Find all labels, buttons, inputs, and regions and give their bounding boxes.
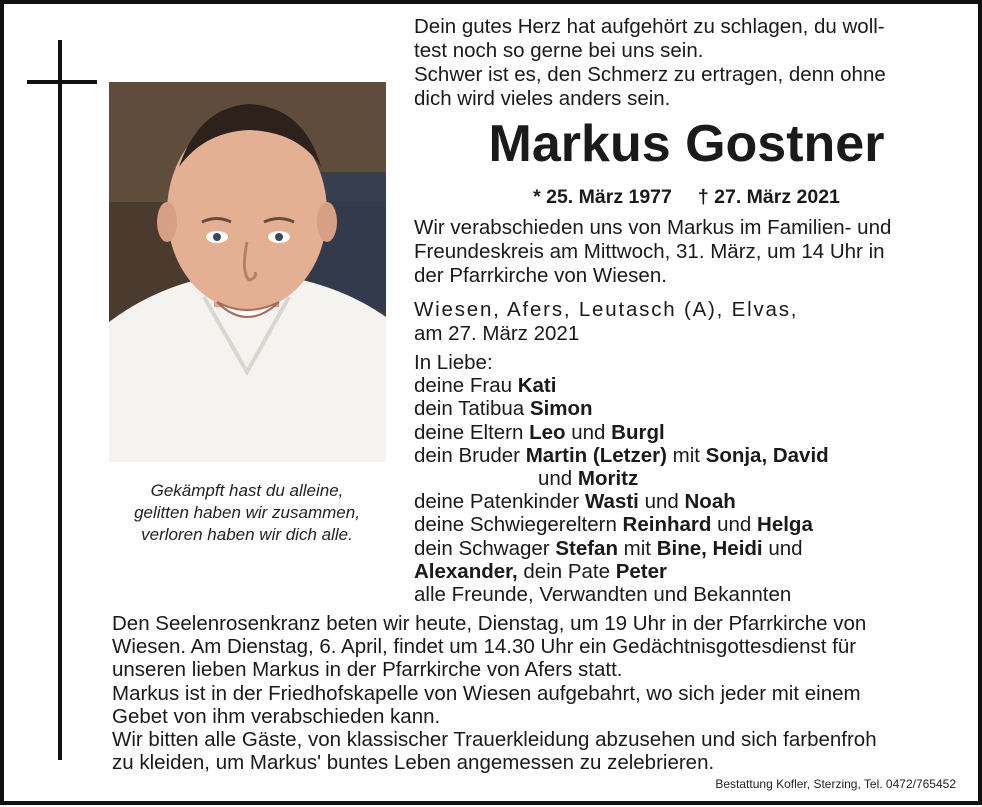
mourners-heading: In Liebe: <box>414 351 493 374</box>
mourner-brother-in-law: dein Schwager Stefan mit Bine, Heidi und <box>414 536 803 560</box>
farewell-service-text <box>414 216 959 288</box>
photo-caption <box>112 480 382 546</box>
mourner-brother: dein Bruder Martin (Letzer) mit Sonja, David <box>414 443 829 467</box>
intro-line: test noch so gerne bei uns sein. <box>414 39 704 62</box>
intro-line: dich wird vieles anders sein. <box>414 87 671 110</box>
portrait-photo <box>109 82 386 462</box>
deceased-name: Markus Gostner <box>488 115 885 173</box>
intro-verse <box>414 15 959 111</box>
mourner-wife: deine Frau Kati <box>414 374 557 398</box>
mourner-brother-cont: und Moritz <box>538 467 639 491</box>
mourner-godchildren: deine Patenkinder Wasti und Noah <box>414 490 736 514</box>
mourner-child: dein Tatibua Simon <box>414 397 593 421</box>
details-line: Gebet von ihm verabschieden kann. <box>112 704 441 728</box>
details-line: unseren lieben Markus in der Pfarrkirche von Afers statt. <box>112 658 623 682</box>
details-line: zu kleiden, um Markus' buntes Leben angemessen zu zelebrieren. <box>112 751 715 775</box>
details-line: Markus ist in der Friedhofskapelle von Wiesen aufgebahrt, wo sich jeder mit einem <box>112 681 861 705</box>
cross-vertical-bar <box>58 40 62 760</box>
caption-line: Gekämpft hast du alleine, <box>150 481 344 500</box>
mourner-closing: alle Freunde, Verwandten und Bekannten <box>414 583 792 607</box>
birth-date: * 25. März 1977 <box>533 186 672 208</box>
intro-line: Dein gutes Herz hat aufgehört zu schlagen, du woll- <box>414 15 885 38</box>
portrait-illustration <box>109 82 386 462</box>
life-dates <box>414 185 959 209</box>
funeral-home-credit: Bestattung Kofler, Sterzing, Tel. 0472/765452 <box>715 777 956 791</box>
service-line: der Pfarrkirche von Wiesen. <box>414 264 667 287</box>
caption-line: verloren haben wir dich alle. <box>141 525 353 544</box>
death-date: † 27. März 2021 <box>697 186 840 208</box>
intro-line: Schwer ist es, den Schmerz zu ertragen, denn ohne <box>414 63 886 86</box>
service-line: Freundeskreis am Mittwoch, 31. März, um 14 Uhr in <box>414 240 885 263</box>
mourner-alexander-godfather: Alexander, dein Pate Peter <box>414 559 667 583</box>
details-line: Wir bitten alle Gäste, von klassischer Trauerkleidung abzusehen und sich farbenfroh <box>112 728 877 752</box>
mourner-inlaws: deine Schwiegereltern Reinhard und Helga <box>414 513 813 537</box>
caption-line: gelitten haben wir zusammen, <box>134 503 360 522</box>
notice-date: am 27. März 2021 <box>414 322 580 345</box>
mourners-list <box>414 351 959 606</box>
details-line: Wiesen. Am Dienstag, 6. April, findet um 14.30 Uhr ein Gedächtnisgottesdienst für <box>112 635 857 659</box>
cross-horizontal-bar <box>27 80 97 84</box>
mourner-parents: deine Eltern Leo und Burgl <box>414 420 665 444</box>
details-line: Den Seelenrosenkranz beten wir heute, Dienstag, um 19 Uhr in der Pfarrkirche von <box>112 612 867 635</box>
service-details <box>112 612 960 774</box>
service-line: Wir verabschieden uns von Markus im Familien- und <box>414 216 892 239</box>
place-and-date <box>414 298 959 346</box>
places: Wiesen, Afers, Leutasch (A), Elvas, <box>414 298 799 321</box>
